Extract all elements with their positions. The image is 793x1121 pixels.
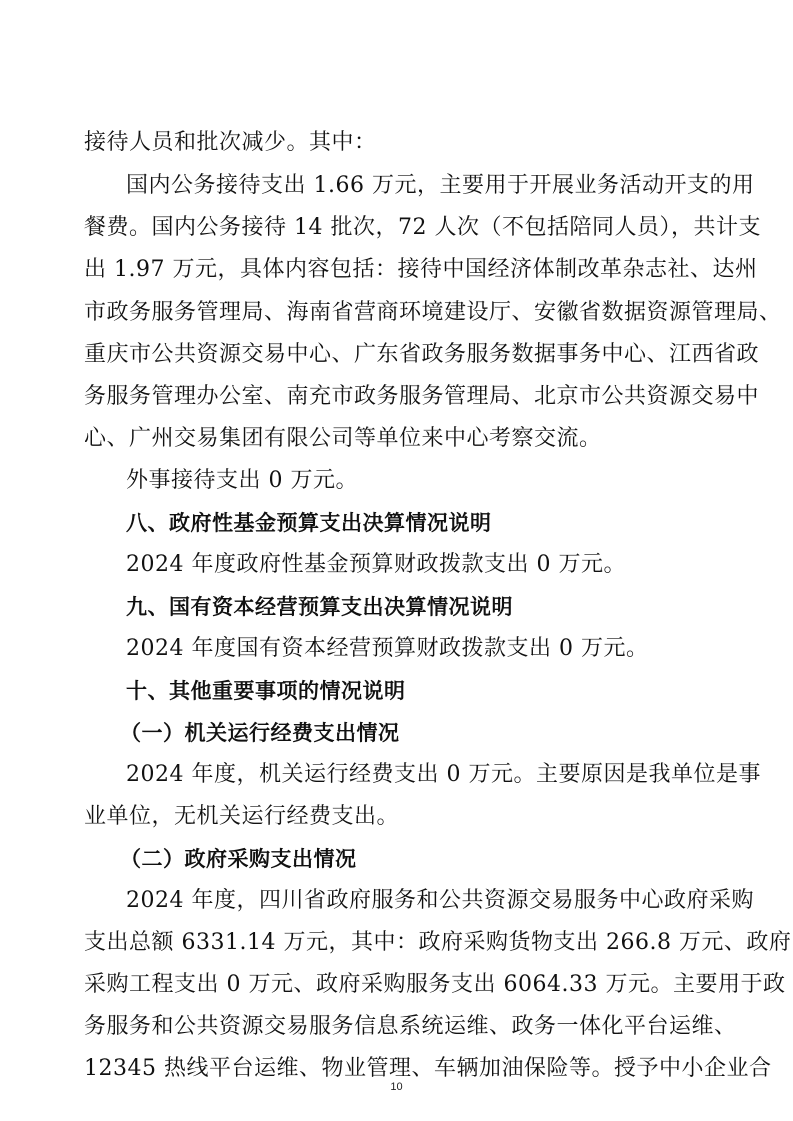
paragraph-line: 外事接待支出 0 万元。: [126, 468, 358, 493]
paragraph-line: 业单位，无机关运行经费支出。: [84, 804, 400, 829]
subsection-heading-2: （二）政府采购支出情况: [120, 847, 357, 871]
paragraph-line: 接待人员和批次减少。其中：: [84, 130, 377, 155]
paragraph-line: 餐费。国内公务接待 14 批次，72 人次（不包括陪同人员），共计支: [84, 215, 761, 240]
paragraph-line: 重庆市公共资源交易中心、广东省政务服务数据事务中心、江西省政: [84, 342, 760, 367]
paragraph-line: 市政务服务管理局、海南省营商环境建设厅、安徽省数据资源管理局、: [84, 300, 782, 325]
paragraph-line: 2024 年度政府性基金预算财政拨款支出 0 万元。: [126, 552, 626, 577]
paragraph-line: 务服务和公共资源交易服务信息系统运维、政务一体化平台运维、: [84, 1014, 737, 1039]
section-heading-8: 八、政府性基金预算支出决算情况说明: [126, 511, 492, 535]
paragraph-line: 采购工程支出 0 万元、政府采购服务支出 6064.33 万元。主要用于政: [84, 972, 786, 997]
paragraph-line: 2024 年度，四川省政府服务和公共资源交易服务中心政府采购: [126, 888, 754, 913]
paragraph-line: 务服务管理办公室、南充市政务服务管理局、北京市公共资源交易中: [84, 384, 760, 409]
subsection-heading-1: （一）机关运行经费支出情况: [120, 721, 400, 745]
paragraph-line: 12345 热线平台运维、物业管理、车辆加油保险等。授予中小企业合: [84, 1056, 772, 1081]
paragraph-line: 2024 年度国有资本经营预算财政拨款支出 0 万元。: [126, 636, 649, 661]
paragraph-line: 国内公务接待支出 1.66 万元，主要用于开展业务活动开支的用: [126, 173, 755, 198]
paragraph-line: 2024 年度，机关运行经费支出 0 万元。主要原因是我单位是事: [126, 762, 761, 787]
paragraph-line: 心、广州交易集团有限公司等单位来中心考察交流。: [84, 426, 602, 451]
paragraph-line: 出 1.97 万元，具体内容包括：接待中国经济体制改革杂志社、达州: [84, 257, 758, 282]
page-number: 10: [390, 1081, 403, 1093]
section-heading-9: 九、国有资本经营预算支出决算情况说明: [126, 595, 513, 619]
paragraph-line: 支出总额 6331.14 万元，其中：政府采购货物支出 266.8 万元、政府: [84, 930, 792, 955]
section-heading-10: 十、其他重要事项的情况说明: [126, 679, 406, 703]
